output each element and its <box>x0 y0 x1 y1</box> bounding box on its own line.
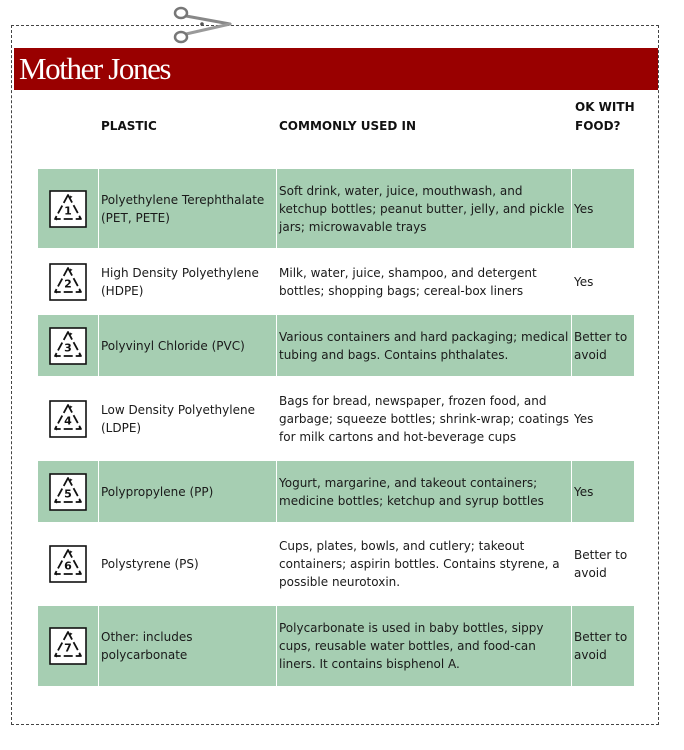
header-plastic: PLASTIC <box>101 119 157 133</box>
recycle-1-icon <box>49 190 87 228</box>
recycle-6-icon <box>49 545 87 583</box>
header-ok-with-food: OK WITH FOOD? <box>575 100 635 133</box>
ok-with-food: Yes <box>574 411 594 426</box>
ok-with-food: Better to avoid <box>572 315 634 376</box>
plastic-name: High Density Polyethylene (HDPE) <box>101 265 259 298</box>
resin-code-number: 4 <box>64 414 72 427</box>
resin-code-number: 3 <box>64 341 72 354</box>
table-row <box>38 606 634 686</box>
table-row <box>38 377 634 460</box>
recycle-code-cell <box>38 249 98 314</box>
recycle-5-icon <box>49 473 87 511</box>
recycle-3-icon <box>49 327 87 365</box>
table-row <box>38 249 634 314</box>
commonly-used-in: Bags for bread, newspaper, frozen food, and garbage; squeeze bottles; shrink-wrap; coatings for milk cartons and hot-beverage cups <box>279 393 570 444</box>
recycle-code-cell <box>38 523 98 605</box>
recycle-code-cell <box>38 169 98 248</box>
table-row <box>38 315 634 376</box>
header-commonly-used-in: COMMONLY USED IN <box>279 119 417 133</box>
brand-logo: Mother Jones <box>19 51 171 86</box>
plastic-name: Polystyrene (PS) <box>101 557 199 571</box>
ok-with-food: Better to avoid <box>572 606 634 686</box>
commonly-used-in: Polycarbonate is used in baby bottles, sippy cups, reusable water bottles, and food-can liners. It contains bisphenol A. <box>277 606 571 686</box>
ok-with-food: Yes <box>574 274 594 289</box>
table-row <box>38 169 634 248</box>
recycle-code-cell <box>38 377 98 460</box>
recycle-4-icon <box>49 400 87 438</box>
recycle-7-icon <box>49 627 87 665</box>
resin-code-number: 2 <box>64 277 72 290</box>
commonly-used-in: Cups, plates, bowls, and cutlery; takeout containers; aspirin bottles. Contains styrene, a possible neurotoxin. <box>279 539 560 589</box>
plastic-name: Low Density Polyethylene (LDPE) <box>101 402 255 435</box>
ok-with-food: Yes <box>572 169 634 248</box>
table-row <box>38 461 634 522</box>
plastic-name: Polyethylene Terephthalate (PET, PETE) <box>99 169 276 248</box>
resin-code-number: 1 <box>64 204 72 217</box>
recycle-2-icon <box>49 263 87 301</box>
scissors-icon <box>172 2 232 46</box>
recycle-code-cell <box>38 606 98 686</box>
commonly-used-in: Yogurt, margarine, and takeout containers; medicine bottles; ketchup and syrup bottles <box>277 461 571 522</box>
table-row <box>38 523 634 605</box>
ok-with-food: Yes <box>572 461 634 522</box>
resin-code-number: 7 <box>64 641 72 655</box>
commonly-used-in: Soft drink, water, juice, mouthwash, and ketchup bottles; peanut butter, jelly, and pickle jars; microwavable trays <box>277 169 571 248</box>
resin-code-number: 5 <box>64 487 72 500</box>
recycle-code-cell <box>38 461 98 522</box>
recycle-code-cell <box>38 315 98 376</box>
plastic-name: Polyvinyl Chloride (PVC) <box>99 315 276 376</box>
ok-with-food: Better to avoid <box>574 548 628 580</box>
resin-code-number: 6 <box>64 559 72 573</box>
plastic-name: Other: includes polycarbonate <box>99 606 276 686</box>
commonly-used-in: Various containers and hard packaging; medical tubing and bags. Contains phthalates. <box>277 315 571 376</box>
plastic-name: Polypropylene (PP) <box>99 461 276 522</box>
mother-jones-banner <box>14 48 658 90</box>
commonly-used-in: Milk, water, juice, shampoo, and detergent bottles; shopping bags; cereal-box liners <box>279 265 537 298</box>
